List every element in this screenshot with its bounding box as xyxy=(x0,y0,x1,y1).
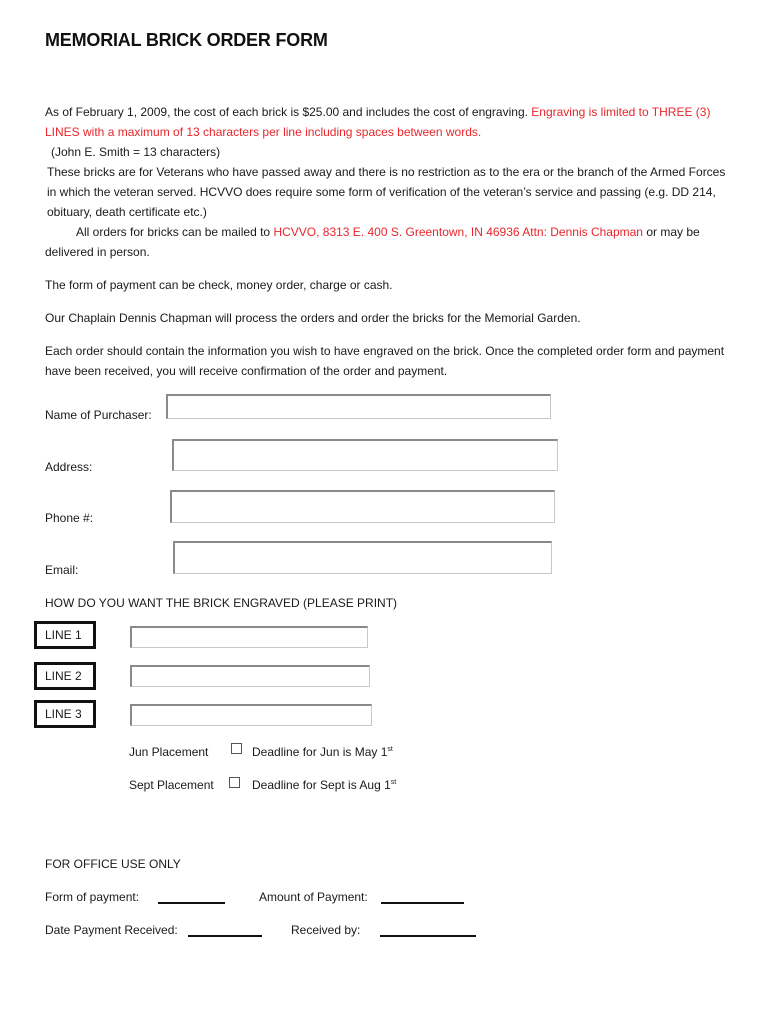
line-1-input[interactable] xyxy=(130,626,368,648)
received-by-label: Received by: xyxy=(291,923,361,937)
page-title: MEMORIAL BRICK ORDER FORM xyxy=(45,30,328,50)
name-input[interactable] xyxy=(166,394,551,419)
line-2-label: LINE 2 xyxy=(34,662,96,690)
intro-paragraph xyxy=(45,102,735,142)
form-of-payment-line[interactable] xyxy=(158,902,225,904)
jun-placement-checkbox[interactable] xyxy=(231,743,242,754)
intro-example-text: (John E. Smith = 13 characters) xyxy=(51,145,221,159)
line-1-label: LINE 1 xyxy=(34,621,96,649)
intro-engraving-limit-text: Engraving is limited to THREE (3) LINES with a maximum of 13 characters per line including spaces between words. xyxy=(45,105,711,139)
intro-mail-paragraph xyxy=(45,222,735,262)
sept-placement-checkbox[interactable] xyxy=(229,777,240,788)
chaplain-text: Our Chaplain Dennis Chapman will process the orders and order the bricks for the Memorial Garden. xyxy=(45,311,581,325)
date-received-label: Date Payment Received: xyxy=(45,923,178,937)
line-3-input[interactable] xyxy=(130,704,372,726)
email-label: Email: xyxy=(45,563,79,577)
intro-veterans-text: These bricks are for Veterans who have passed away and there is no restriction as to the era or the branch of the Armed Forces in which the veteran served. HCVVO does require some form of verification of the veteran’s service and passing (e.g. DD 214, obituary, death certificate etc.) xyxy=(47,165,726,219)
address-label: Address: xyxy=(45,460,93,474)
amount-of-payment-line[interactable] xyxy=(381,902,464,904)
amount-of-payment-label: Amount of Payment: xyxy=(259,890,368,904)
engrave-heading: HOW DO YOU WANT THE BRICK ENGRAVED (PLEASE PRINT) xyxy=(45,596,398,610)
name-label: Name of Purchaser: xyxy=(45,408,152,422)
mail-address-text: HCVVO, 8313 E. 400 S. Greentown, IN 46936 Attn: Dennis Chapman xyxy=(273,225,643,239)
mail-before-text: All orders for bricks can be mailed to xyxy=(76,225,271,239)
phone-input[interactable] xyxy=(170,490,555,523)
date-received-line[interactable] xyxy=(188,935,262,937)
received-by-line[interactable] xyxy=(380,935,476,937)
payment-text: The form of payment can be check, money order, charge or cash. xyxy=(45,278,393,292)
sept-deadline-text: Deadline for Sept is Aug 1st xyxy=(252,778,397,792)
sept-placement-label: Sept Placement xyxy=(129,778,214,792)
line-3-label: LINE 3 xyxy=(34,700,96,728)
mail-after-text: or may be delivered in person. xyxy=(45,225,700,259)
email-input[interactable] xyxy=(173,541,552,574)
order-text: Each order should contain the information you wish to have engraved on the brick. Once the completed order form and payment have been received, you will receive confirmation of the order and payment. xyxy=(45,344,725,378)
jun-placement-label: Jun Placement xyxy=(129,745,209,759)
office-heading: FOR OFFICE USE ONLY xyxy=(45,857,181,871)
form-of-payment-label: Form of payment: xyxy=(45,890,140,904)
line-2-input[interactable] xyxy=(130,665,370,687)
jun-deadline-text: Deadline for Jun is May 1st xyxy=(252,745,393,759)
address-input[interactable] xyxy=(172,439,558,471)
phone-label: Phone #: xyxy=(45,511,94,525)
intro-cost-text: As of February 1, 2009, the cost of each brick is $25.00 and includes the cost of engraving. xyxy=(45,105,528,119)
